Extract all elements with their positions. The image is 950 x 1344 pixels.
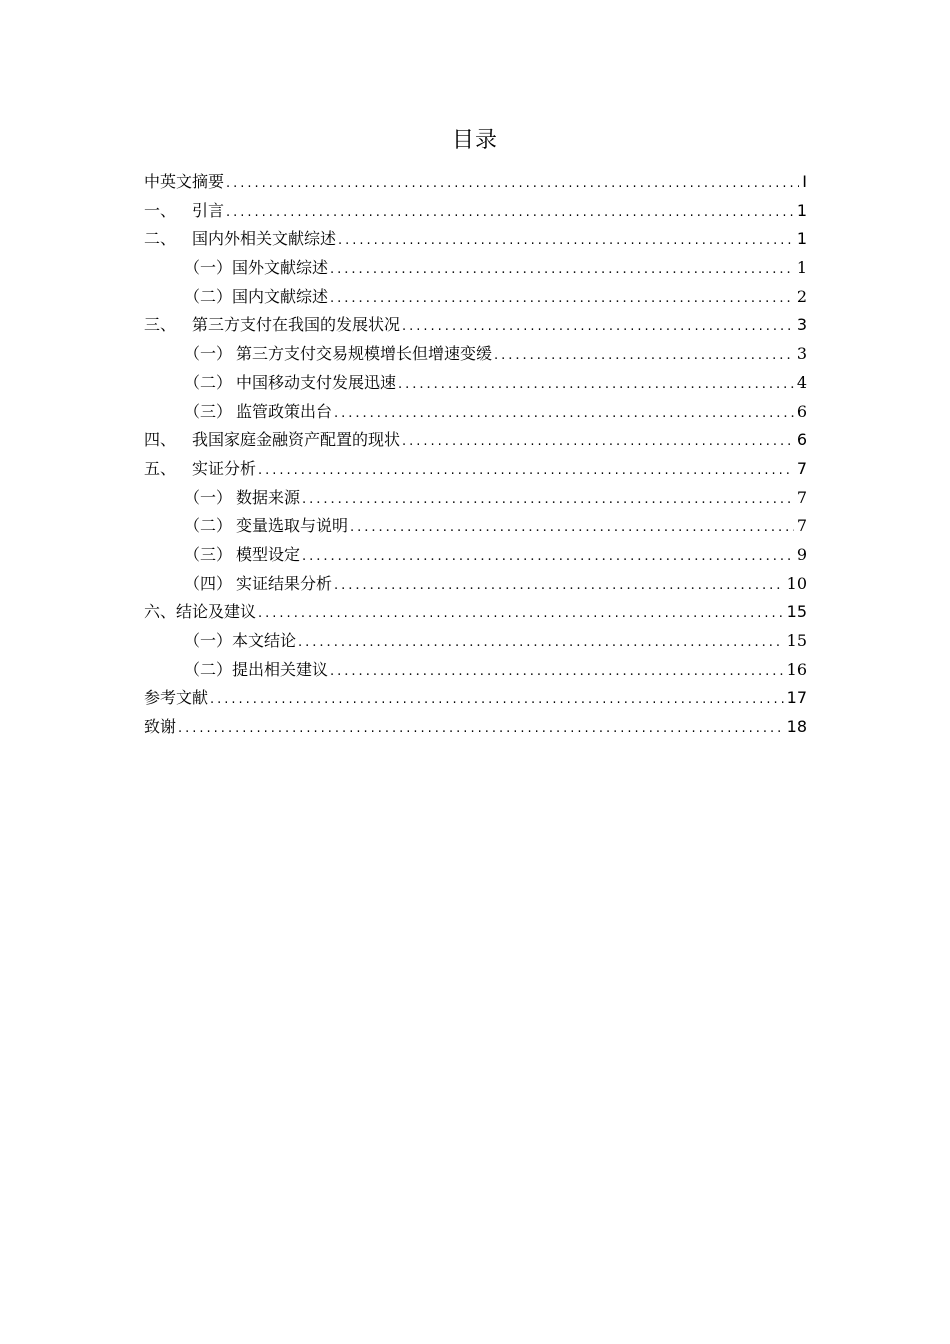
toc-entry-text: 本文结论 <box>232 631 297 650</box>
toc-entry-domestic-literature[interactable] <box>144 283 807 312</box>
toc-page-number: 3 <box>796 344 807 364</box>
toc-entry-text: 参考文献 <box>144 688 209 708</box>
toc-leader-dots <box>298 629 784 658</box>
toc-entry-text: 中英文摘要 <box>144 172 225 191</box>
toc-page-number: 10 <box>786 573 807 593</box>
toc-leader-dots <box>350 514 794 543</box>
toc-entry-literature-review[interactable] <box>144 225 807 254</box>
toc-entry-number: （四） <box>184 573 233 593</box>
toc-leader-dots <box>302 486 794 515</box>
toc-entry-text: 国内外相关文献综述 <box>192 229 337 249</box>
toc-entry-number: （二） <box>184 372 233 392</box>
toc-entry-number: （三） <box>184 544 233 564</box>
toc-entry-abstract[interactable] <box>144 168 807 197</box>
toc-entry-number: （一） <box>184 258 233 278</box>
toc-page-number: 1 <box>796 258 807 278</box>
toc-entry-paper-conclusion[interactable] <box>144 627 807 656</box>
toc-leader-dots <box>302 543 794 572</box>
toc-page-number: 18 <box>786 717 807 737</box>
toc-entry-foreign-literature[interactable] <box>144 254 807 283</box>
toc-entry-household-assets[interactable] <box>144 426 807 455</box>
toc-leader-dots <box>398 371 794 400</box>
toc-entry-text: 致谢 <box>144 717 177 737</box>
toc-entry-conclusions[interactable] <box>144 598 807 627</box>
toc-entry-number: （二） <box>184 659 233 679</box>
toc-entry-number: （二） <box>184 286 233 306</box>
toc-page-number: 15 <box>786 631 807 650</box>
toc-leader-dots <box>402 313 794 342</box>
toc-leader-dots <box>226 199 794 228</box>
toc-entry-text: 数据来源 <box>236 487 301 507</box>
toc-page-number: 4 <box>796 372 807 392</box>
toc-entry-mobile-payment[interactable] <box>144 369 807 398</box>
toc-page-number: 7 <box>796 487 807 507</box>
toc-page-number: 1 <box>796 229 807 249</box>
toc-page-number: 16 <box>786 659 807 679</box>
toc-page-number: 15 <box>786 602 807 622</box>
toc-entry-empirical-analysis[interactable] <box>144 455 807 484</box>
toc-entry-number: 五、 <box>144 458 177 478</box>
toc-entry-number: 一、 <box>144 200 177 220</box>
toc-leader-dots <box>338 227 794 256</box>
toc-entry-variables[interactable] <box>144 512 807 541</box>
toc-leader-dots <box>402 428 794 457</box>
toc-entry-number: 三、 <box>144 315 177 335</box>
toc-page-number: 1 <box>796 200 807 220</box>
toc-entry-text: 变量选取与说明 <box>236 516 349 536</box>
toc-entry-text: 第三方支付在我国的发展状况 <box>192 315 401 335</box>
toc-entry-text: 结论及建议 <box>176 602 257 622</box>
toc-entry-introduction[interactable] <box>144 197 807 226</box>
toc-leader-dots <box>258 457 794 486</box>
toc-leader-dots <box>178 715 784 744</box>
toc-entry-text: 国外文献综述 <box>232 258 329 278</box>
toc-page-number: 9 <box>796 544 807 564</box>
toc-entry-third-party-payment[interactable] <box>144 311 807 340</box>
toc-leader-dots <box>226 170 799 199</box>
toc-page-number: 6 <box>796 401 807 421</box>
page-title: 目录 <box>451 128 498 153</box>
toc-leader-dots <box>210 686 784 715</box>
toc-entry-results-analysis[interactable] <box>144 570 807 599</box>
toc-entry-number: （一） <box>184 344 233 364</box>
toc-page-number: 6 <box>796 430 807 450</box>
toc-entry-suggestions[interactable] <box>144 656 807 685</box>
toc-entry-text: 中国移动支付发展迅速 <box>236 372 397 392</box>
toc-leader-dots <box>330 256 794 285</box>
toc-entry-text: 实证分析 <box>192 458 257 478</box>
toc-page-number: 17 <box>786 688 807 708</box>
toc-entry-data-source[interactable] <box>144 484 807 513</box>
toc-leader-dots <box>334 400 794 429</box>
toc-entry-references[interactable] <box>144 684 807 713</box>
toc-entry-text: 监管政策出台 <box>236 401 333 421</box>
toc-entry-regulatory-policy[interactable] <box>144 398 807 427</box>
toc-leader-dots <box>258 600 784 629</box>
toc-entry-acknowledgements[interactable] <box>144 713 807 742</box>
toc-page-number: 2 <box>796 286 807 306</box>
table-of-contents <box>144 168 807 742</box>
toc-entry-number: （三） <box>184 401 233 421</box>
toc-entry-text: 提出相关建议 <box>232 659 329 679</box>
toc-entry-number: （一） <box>184 631 233 650</box>
toc-entry-number: 二、 <box>144 229 177 249</box>
toc-entry-number: 六、 <box>144 602 177 622</box>
toc-leader-dots <box>330 658 784 687</box>
toc-entry-text: 第三方支付交易规模增长但增速变缓 <box>236 344 493 364</box>
toc-page-number: I <box>802 172 807 191</box>
toc-page-number: 3 <box>796 315 807 335</box>
toc-page-number: 7 <box>796 458 807 478</box>
toc-entry-text: 实证结果分析 <box>236 573 333 593</box>
toc-entry-text: 引言 <box>192 200 225 220</box>
toc-leader-dots <box>334 572 784 601</box>
toc-leader-dots <box>494 342 794 371</box>
toc-entry-transaction-scale[interactable] <box>144 340 807 369</box>
toc-page-number: 7 <box>796 516 807 536</box>
toc-entry-number: （一） <box>184 487 233 507</box>
toc-entry-number: 四、 <box>144 430 177 450</box>
toc-entry-number: （二） <box>184 516 233 536</box>
toc-entry-text: 模型设定 <box>236 544 301 564</box>
toc-entry-text: 我国家庭金融资产配置的现状 <box>192 430 401 450</box>
toc-entry-text: 国内文献综述 <box>232 286 329 306</box>
toc-entry-model-setup[interactable] <box>144 541 807 570</box>
toc-leader-dots <box>330 285 794 314</box>
